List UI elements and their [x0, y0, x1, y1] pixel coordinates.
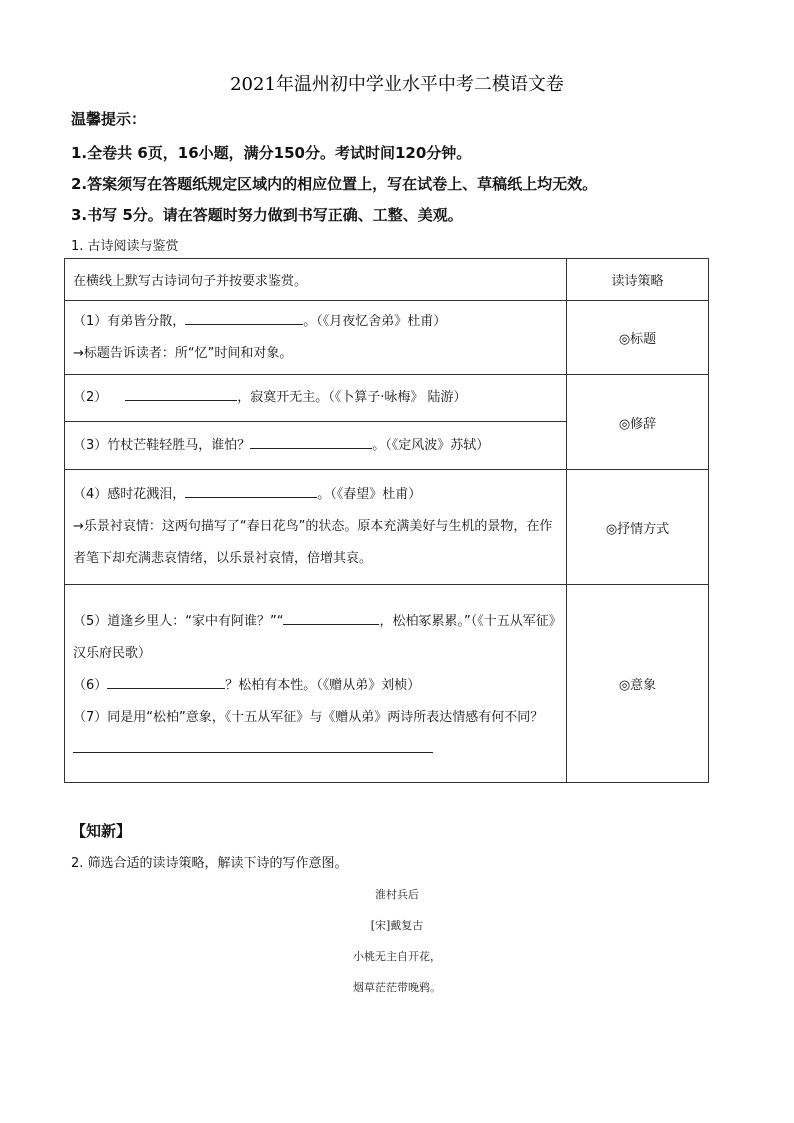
page-title: 2021年温州初中学业水平中考二模语文卷 [230, 74, 564, 95]
notice-item-3: 3.书写 5分。请在答题时努力做到书写正确、工整、美观。 [71, 206, 463, 224]
poem-author: [宋]戴复古 [370, 919, 424, 932]
poem-table [64, 258, 709, 783]
section-heading-zhixin: 【知新】 [71, 822, 132, 840]
strategy-title: ◎标题 [567, 301, 709, 375]
item-6-prefix: （6） [73, 678, 108, 693]
row-4-content [65, 470, 567, 585]
question-1-label: 1. 古诗阅读与鉴赏 [71, 239, 179, 254]
item-6-blank[interactable] [107, 674, 225, 689]
item-1-blank[interactable] [185, 310, 303, 325]
item-1-line [73, 306, 558, 338]
table-row [65, 470, 709, 585]
item-1-source: 。（《月夜忆舍弟》杜甫） [303, 313, 447, 329]
notice-heading: 温馨提示： [71, 110, 147, 128]
poem-line-1: 小桃无主自开花， [353, 950, 441, 963]
item-2-source: ，寂寞开无主。（《卜算子·咏梅》 陆游） [237, 390, 467, 405]
table-row [65, 301, 709, 375]
notice-item-1: 1.全卷共 6页，16小题，满分150分。考试时间120分钟。 [71, 144, 472, 162]
item-2-prefix: （2） [73, 390, 108, 405]
item-1-prefix: （1）有弟皆分散， [73, 313, 186, 329]
item-3-blank[interactable] [250, 434, 372, 449]
header-strategy: 读诗策略 [567, 259, 709, 301]
item-5-line [73, 606, 558, 670]
strategy-rhetoric: ◎修辞 [567, 375, 709, 470]
header-instruction: 在横线上默写古诗词句子并按要求鉴赏。 [65, 259, 567, 301]
item-1-note: →标题告诉读者：所“忆”时间和对象。 [73, 345, 293, 361]
item-5-blank[interactable] [283, 610, 379, 625]
poem-title: 淮村兵后 [375, 888, 419, 901]
item-2-line [73, 382, 558, 414]
question-2-label: 2. 筛选合适的读诗策略，解读下诗的写作意图。 [71, 856, 348, 871]
row-3-content [65, 422, 567, 470]
strategy-emotion: ◎抒情方式 [567, 470, 709, 585]
item-3-source: 。（《定风波》苏轼） [372, 437, 490, 453]
row-5-content [65, 585, 567, 783]
item-4-prefix: （4）感时花溅泪， [73, 487, 186, 502]
notice-item-2: 2.答案须写在答题纸规定区域内的相应位置上，写在试卷上、草稿纸上均无效。 [71, 175, 598, 193]
strategy-imagery: ◎意象 [567, 585, 709, 783]
table-row [65, 585, 709, 783]
item-5-prefix: （5）道逢乡里人：“家中有阿谁？”“ [73, 614, 284, 629]
item-3-line [73, 430, 558, 462]
table-row [65, 375, 709, 422]
item-4-line [73, 479, 558, 511]
item-4-blank[interactable] [185, 483, 317, 498]
item-6-source: ？松柏有本性。（《赠从弟》刘桢） [225, 678, 421, 693]
item-7-question: （7）同是用“松柏”意象，《十五从军征》与《赠从弟》两诗所表达情感有何不同？ [73, 710, 544, 725]
poem-line-2: 烟草茫茫带晚鸦。 [353, 981, 441, 994]
item-3-prefix: （3）竹杖芒鞋轻胜马，谁怕？ [73, 437, 251, 453]
item-2-blank[interactable] [125, 386, 237, 401]
item-4-note: →乐景衬哀情：这两句描写了“春日花鸟”的状态。原本充满美好与生机的景物，在作者笔下却充满悲哀情绪，以乐景衬哀情，倍增其哀。 [73, 519, 553, 566]
row-1-content [65, 301, 567, 375]
item-5-source: ，松柏冢累累。”（《十五从军征》汉乐府民歌） [73, 614, 556, 661]
item-4-source: 。（《春望》杜甫） [317, 487, 422, 502]
item-6-line [73, 670, 558, 702]
item-7-answer-line[interactable] [73, 736, 433, 753]
table-header-row [65, 259, 709, 301]
row-2-content [65, 375, 567, 422]
